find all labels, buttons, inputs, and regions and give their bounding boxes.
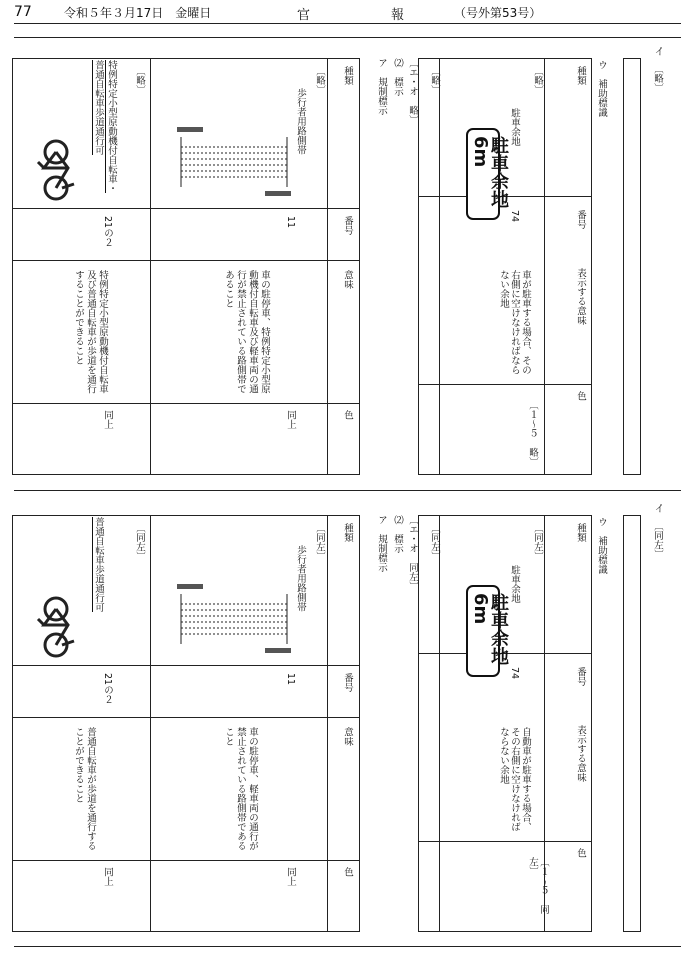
- marking-table: [12, 58, 360, 475]
- panel-revised: [12, 38, 670, 485]
- aux-color: 〔１～５ 略〕: [527, 400, 538, 467]
- aux-h-meaning: 表示する意味: [575, 268, 586, 325]
- parking-space-sign: [466, 585, 509, 677]
- issue-date: 令和５年３月17日 金曜日: [64, 6, 212, 20]
- mk-row2-num: 21の２: [102, 673, 113, 705]
- aux-h-num: 番号: [575, 210, 586, 229]
- mk-row1-meaning: 車の駐停車、特例特定小型原動機付自転車及び軽車両の通行が禁止されている路側帯であること: [223, 270, 270, 394]
- item-u-label: ウ 補助標識: [596, 60, 607, 117]
- item-u-label: ウ 補助標識: [596, 517, 607, 574]
- mk-h-kind: 種類: [342, 523, 353, 542]
- aux-h-color: 色: [575, 391, 586, 401]
- section-2-note: 〔エ・オ 略〕: [407, 58, 418, 125]
- mk-row2-color: 同上: [102, 410, 113, 429]
- aux-note: 〔同左〕: [532, 523, 543, 561]
- header-rule: [14, 23, 681, 24]
- bicycle-icon: [28, 138, 84, 202]
- aux-color: 〔１～５ 同左〕: [527, 857, 549, 914]
- mk-h-kind: 種類: [342, 66, 353, 85]
- middle-rule: [14, 490, 681, 491]
- pedestrian-lane-marking: [169, 123, 297, 201]
- bicycle-icon: [28, 595, 84, 659]
- item-i-label: イ: [652, 503, 663, 513]
- sign-text: 駐車余地6m: [470, 136, 509, 208]
- page-number: 77: [14, 4, 32, 20]
- sign-text: 駐車余地6m: [470, 593, 509, 665]
- mk-h-meaning: 意味: [342, 727, 353, 746]
- section-2-title: ⑵ 標示: [392, 515, 403, 553]
- issue-number: （号外第53号）: [454, 6, 542, 20]
- mk-h-num: 番号: [342, 673, 353, 692]
- mk-row1-color: 同上: [285, 867, 296, 886]
- mk-row1-color: 同上: [285, 410, 296, 429]
- aux-meaning: 自動車が駐車する場合、その右側に空けなければならない余地: [498, 727, 531, 832]
- mk-row1-meaning: 車の駐停車、軽車両の通行が禁止されている路側帯であること: [223, 727, 258, 851]
- item-i-box: [623, 58, 641, 475]
- mk-row2-num: 21の２: [102, 216, 113, 248]
- aux-h-meaning: 表示する意味: [575, 725, 586, 782]
- mk-row2-note: 〔同左〕: [134, 523, 145, 561]
- mk-row2-note: 〔略〕: [134, 66, 145, 95]
- aux-h-num: 番号: [575, 667, 586, 686]
- section-2-title: ⑵ 標示: [392, 58, 403, 96]
- mk-row1-note: 〔同左〕: [314, 523, 325, 561]
- aux-num: 74: [509, 667, 520, 680]
- gazette-title: 官 報: [297, 8, 439, 23]
- mk-row2-meaning: 普通自転車が歩道を通行することができること: [73, 727, 96, 851]
- item-i-note: 〔同左〕: [652, 521, 663, 559]
- aux-num: 74: [509, 210, 520, 223]
- pedestrian-lane-marking: [169, 580, 297, 658]
- aux-caption: 駐車余地: [509, 565, 520, 603]
- page-header: [0, 0, 691, 24]
- marking-table: [12, 515, 360, 932]
- mk-row2-label: 普通自転車歩道通行可: [93, 517, 104, 612]
- aux-sign-table: [418, 58, 592, 475]
- section-2-note: 〔エ・オ 同左〕: [407, 515, 418, 591]
- mk-row2-meaning: 特例特定小型原動機付自転車及び普通自転車が歩道を通行することができること: [73, 270, 108, 394]
- aux-row-note: 〔略〕: [429, 66, 440, 95]
- mk-h-num: 番号: [342, 216, 353, 235]
- mk-h-color: 色: [342, 410, 353, 420]
- mk-row1-note: 〔略〕: [314, 66, 325, 95]
- aux-sign-table: [418, 515, 592, 932]
- panel-current: [12, 495, 670, 942]
- mk-row1-label: 歩行者用路側帯: [295, 545, 306, 612]
- aux-note: 〔略〕: [532, 66, 543, 95]
- section-a-title: ア 規制標示: [376, 58, 387, 115]
- aux-meaning: 車が駐車する場合、その右側に空けなければならない余地: [498, 270, 531, 375]
- mk-row2-label: 特例特定小型原動機付自転車・普通自転車歩道通行可: [93, 60, 117, 193]
- mk-row1-label: 歩行者用路側帯: [295, 88, 306, 155]
- aux-row-note: 〔同左〕: [429, 523, 440, 561]
- section-a-title: ア 規制標示: [376, 515, 387, 572]
- mk-h-color: 色: [342, 867, 353, 877]
- aux-caption: 駐車余地: [509, 108, 520, 146]
- aux-h-kind: 種類: [575, 523, 586, 542]
- mk-h-meaning: 意味: [342, 270, 353, 289]
- aux-h-kind: 種類: [575, 66, 586, 85]
- aux-h-color: 色: [575, 848, 586, 858]
- item-i-label: イ: [652, 46, 663, 56]
- parking-space-sign: [466, 128, 509, 220]
- item-i-box: [623, 515, 641, 932]
- item-i-note: 〔略〕: [652, 64, 663, 93]
- mk-row1-num: 11: [285, 673, 296, 686]
- mk-row1-num: 11: [285, 216, 296, 229]
- mk-row2-color: 同上: [102, 867, 113, 886]
- bottom-rule: [14, 946, 681, 947]
